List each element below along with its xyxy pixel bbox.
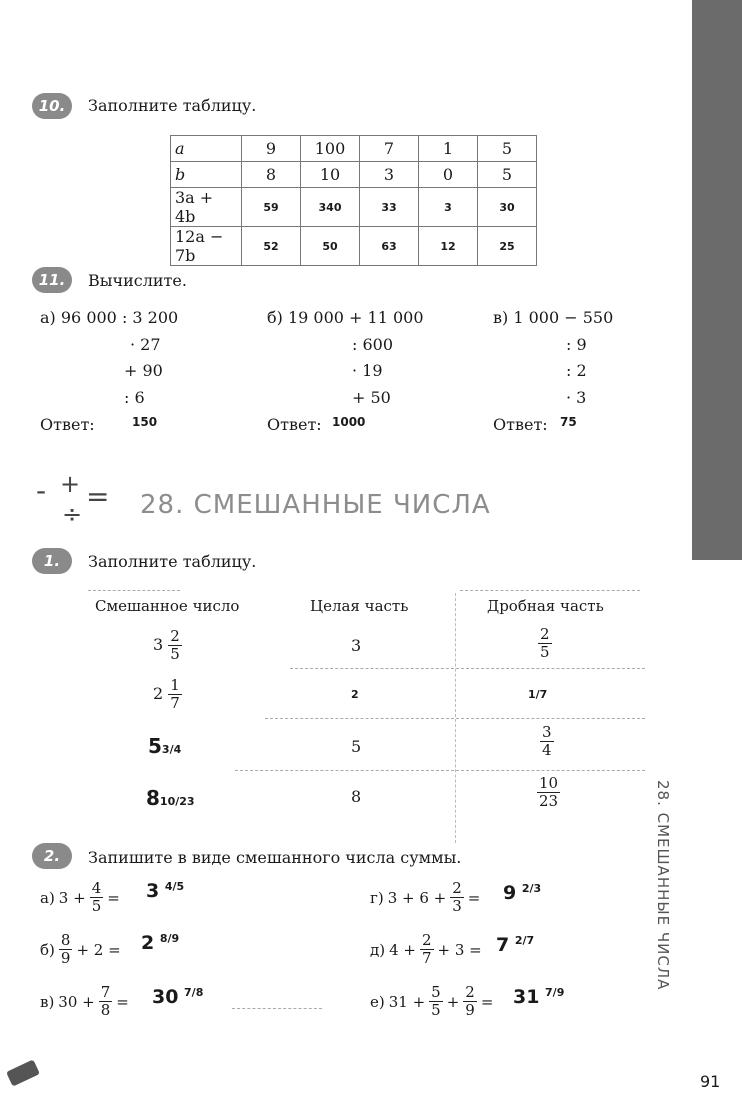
frac-denominator: 5 xyxy=(431,1001,441,1019)
frac-numerator: 2 xyxy=(465,983,475,1001)
calc-a-answer-label: Ответ: xyxy=(40,415,95,434)
answer-whole: 3 xyxy=(146,880,160,902)
row-label: 12a − 7b xyxy=(171,227,242,266)
frac-numerator: 2 xyxy=(421,931,432,949)
table-row xyxy=(171,136,537,162)
answer-whole: 2 xyxy=(141,932,155,954)
expr: + 2 = xyxy=(76,940,121,959)
expr: 31 + xyxy=(388,992,426,1011)
divider xyxy=(88,590,180,591)
svg-text:=: = xyxy=(86,480,110,513)
task-2-badge: 2. xyxy=(32,843,72,869)
frac-denominator: 5 xyxy=(91,897,102,915)
calc-b-step: · 19 xyxy=(352,361,383,380)
expr: = xyxy=(116,992,129,1011)
table-row xyxy=(171,162,537,188)
task-1-instruction: Заполните таблицу. xyxy=(88,552,257,571)
fraction-part: 1/7 xyxy=(528,688,548,701)
divider xyxy=(290,668,645,669)
frac-denominator: 7 xyxy=(170,694,180,712)
item-label: е) xyxy=(370,992,385,1011)
table-cell-answer: 3 xyxy=(419,188,478,227)
table-cell: 7 xyxy=(360,136,419,162)
expr: 3 + xyxy=(58,888,86,907)
calc-a-step: : 6 xyxy=(124,388,145,407)
calc-b-head: б) 19 000 + 11 000 xyxy=(267,308,424,327)
expr: 3 + 6 + xyxy=(387,888,447,907)
fraction-part xyxy=(538,626,552,661)
frac-numerator: 1 xyxy=(170,676,180,694)
divider xyxy=(265,718,645,719)
sum-answer xyxy=(152,986,203,1008)
expr: 4 + xyxy=(389,940,416,959)
frac-numerator: 10 xyxy=(539,774,559,792)
expr: 30 + xyxy=(58,992,95,1011)
frac-denominator: 4 xyxy=(542,741,552,759)
answer-whole: 30 xyxy=(152,986,179,1008)
answer-whole: 7 xyxy=(496,934,510,956)
divider xyxy=(232,1008,322,1009)
answer-fraction: 7/8 xyxy=(184,986,204,999)
row-label: b xyxy=(171,162,242,188)
table-cell-answer: 25 xyxy=(478,227,537,266)
task-11-instruction: Вычислите. xyxy=(88,271,187,290)
table-cell-answer: 63 xyxy=(360,227,419,266)
frac-numerator: 2 xyxy=(170,627,180,645)
expr: + xyxy=(446,992,460,1011)
answer-whole: 31 xyxy=(513,986,540,1008)
frac-denominator: 9 xyxy=(465,1001,475,1019)
mixed-number xyxy=(153,677,182,712)
side-section-title: 28. СМЕШАННЫЕ ЧИСЛА xyxy=(654,780,672,991)
expr: = xyxy=(107,888,120,907)
col-header-whole: Целая часть xyxy=(310,597,409,615)
whole-part: 8 xyxy=(351,787,362,806)
item-label: д) xyxy=(370,940,386,959)
calc-b-answer: 1000 xyxy=(332,415,366,429)
calc-c-step: · 3 xyxy=(566,388,587,407)
whole-part: 3 xyxy=(351,636,362,655)
frac-denominator: 3 xyxy=(452,897,462,915)
calc-b-answer-label: Ответ: xyxy=(267,415,322,434)
section-title: 28. СМЕШАННЫЕ ЧИСЛА xyxy=(140,490,491,520)
frac-numerator: 8 xyxy=(60,931,71,949)
table-cell: 1 xyxy=(419,136,478,162)
frac-numerator: 7 xyxy=(100,983,111,1001)
table-row xyxy=(171,188,537,227)
calc-b-step: + 50 xyxy=(352,388,391,407)
task-10-table xyxy=(170,135,537,266)
col-header-fraction: Дробная часть xyxy=(487,597,604,615)
table-cell-answer: 52 xyxy=(242,227,301,266)
calc-c-step: : 9 xyxy=(566,335,587,354)
table-cell: 9 xyxy=(242,136,301,162)
task-11-badge: 11. xyxy=(32,267,72,293)
answer-fraction: 8/9 xyxy=(159,932,180,945)
calc-a-step: · 27 xyxy=(130,335,161,354)
task-10-badge: 10. xyxy=(32,93,72,119)
sum-item xyxy=(370,984,493,1019)
math-symbols-icon xyxy=(34,470,114,530)
frac-denominator: 5 xyxy=(540,643,550,661)
whole-part: 2 xyxy=(351,688,359,701)
table-cell: 5 xyxy=(478,162,537,188)
expr: + 3 = xyxy=(437,940,482,959)
svg-text:-: - xyxy=(36,474,47,507)
eraser-icon xyxy=(4,1055,44,1093)
sum-answer xyxy=(503,882,541,904)
frac-denominator: 9 xyxy=(60,949,71,967)
table-cell: 100 xyxy=(301,136,360,162)
svg-text:÷: ÷ xyxy=(62,500,83,528)
sum-item xyxy=(40,880,120,915)
mixed-number xyxy=(153,628,182,663)
mixed-whole: 8 xyxy=(146,786,160,810)
sum-answer xyxy=(141,932,179,954)
sum-answer xyxy=(513,986,564,1008)
mixed-fraction: 3/4 xyxy=(161,743,182,756)
item-label: а) xyxy=(40,888,55,907)
sum-answer xyxy=(496,934,534,956)
sum-answer xyxy=(146,880,184,902)
item-label: в) xyxy=(40,992,55,1011)
sum-item xyxy=(40,932,121,967)
fraction-part xyxy=(537,775,560,810)
mixed-fraction: 10/23 xyxy=(159,795,195,808)
sum-item xyxy=(40,984,129,1019)
mixed-whole: 2 xyxy=(153,684,164,703)
divider xyxy=(460,590,640,591)
mixed-whole: 5 xyxy=(148,734,162,758)
frac-denominator: 8 xyxy=(100,1001,111,1019)
table-cell-answer: 340 xyxy=(301,188,360,227)
row-label: 3a + 4b xyxy=(171,188,242,227)
col-header-mixed: Смешанное число xyxy=(95,597,240,615)
frac-numerator: 2 xyxy=(540,625,550,643)
calc-a-answer: 150 xyxy=(132,415,158,429)
item-label: б) xyxy=(40,940,55,959)
fraction-part xyxy=(540,724,554,759)
side-tab xyxy=(692,0,742,560)
divider xyxy=(235,770,645,771)
table-cell-answer: 12 xyxy=(419,227,478,266)
calc-a-step: + 90 xyxy=(124,361,163,380)
answer-fraction: 7/9 xyxy=(545,986,565,999)
page-number: 91 xyxy=(700,1072,721,1091)
frac-numerator: 5 xyxy=(431,983,441,1001)
calc-c-answer-label: Ответ: xyxy=(493,415,548,434)
task-2-instruction: Запишите в виде смешанного числа суммы. xyxy=(88,848,462,867)
frac-denominator: 7 xyxy=(421,949,432,967)
calc-c-step: : 2 xyxy=(566,361,587,380)
table-cell: 8 xyxy=(242,162,301,188)
frac-numerator: 4 xyxy=(91,879,102,897)
table-cell: 10 xyxy=(301,162,360,188)
sum-item xyxy=(370,880,480,915)
sum-item xyxy=(370,932,482,967)
answer-fraction: 4/5 xyxy=(164,880,185,893)
item-label: г) xyxy=(370,888,384,907)
frac-numerator: 3 xyxy=(542,723,552,741)
row-label: a xyxy=(171,136,242,162)
calc-b-step: : 600 xyxy=(352,335,394,354)
table-cell-answer: 30 xyxy=(478,188,537,227)
frac-denominator: 23 xyxy=(539,792,559,810)
table-cell: 5 xyxy=(478,136,537,162)
expr: = xyxy=(480,992,494,1011)
table-cell-answer: 33 xyxy=(360,188,419,227)
frac-denominator: 5 xyxy=(170,645,180,663)
calc-c-answer: 75 xyxy=(560,415,577,429)
answer-fraction: 2/3 xyxy=(521,882,542,895)
calc-a-head: а) 96 000 : 3 200 xyxy=(40,308,179,327)
mixed-number xyxy=(148,734,181,758)
answer-whole: 9 xyxy=(503,882,517,904)
table-cell: 0 xyxy=(419,162,478,188)
answer-fraction: 2/7 xyxy=(514,934,535,947)
table-cell-answer: 50 xyxy=(301,227,360,266)
whole-part: 5 xyxy=(351,737,362,756)
svg-text:+: + xyxy=(60,470,81,498)
table-cell-answer: 59 xyxy=(242,188,301,227)
table-cell: 3 xyxy=(360,162,419,188)
expr: = xyxy=(467,888,481,907)
task-10-instruction: Заполните таблицу. xyxy=(88,96,257,115)
frac-numerator: 2 xyxy=(452,879,462,897)
task-1-badge: 1. xyxy=(32,548,72,574)
calc-c-head: в) 1 000 − 550 xyxy=(493,308,614,327)
table-row xyxy=(171,227,537,266)
mixed-whole: 3 xyxy=(153,635,164,654)
mixed-number xyxy=(146,786,195,810)
